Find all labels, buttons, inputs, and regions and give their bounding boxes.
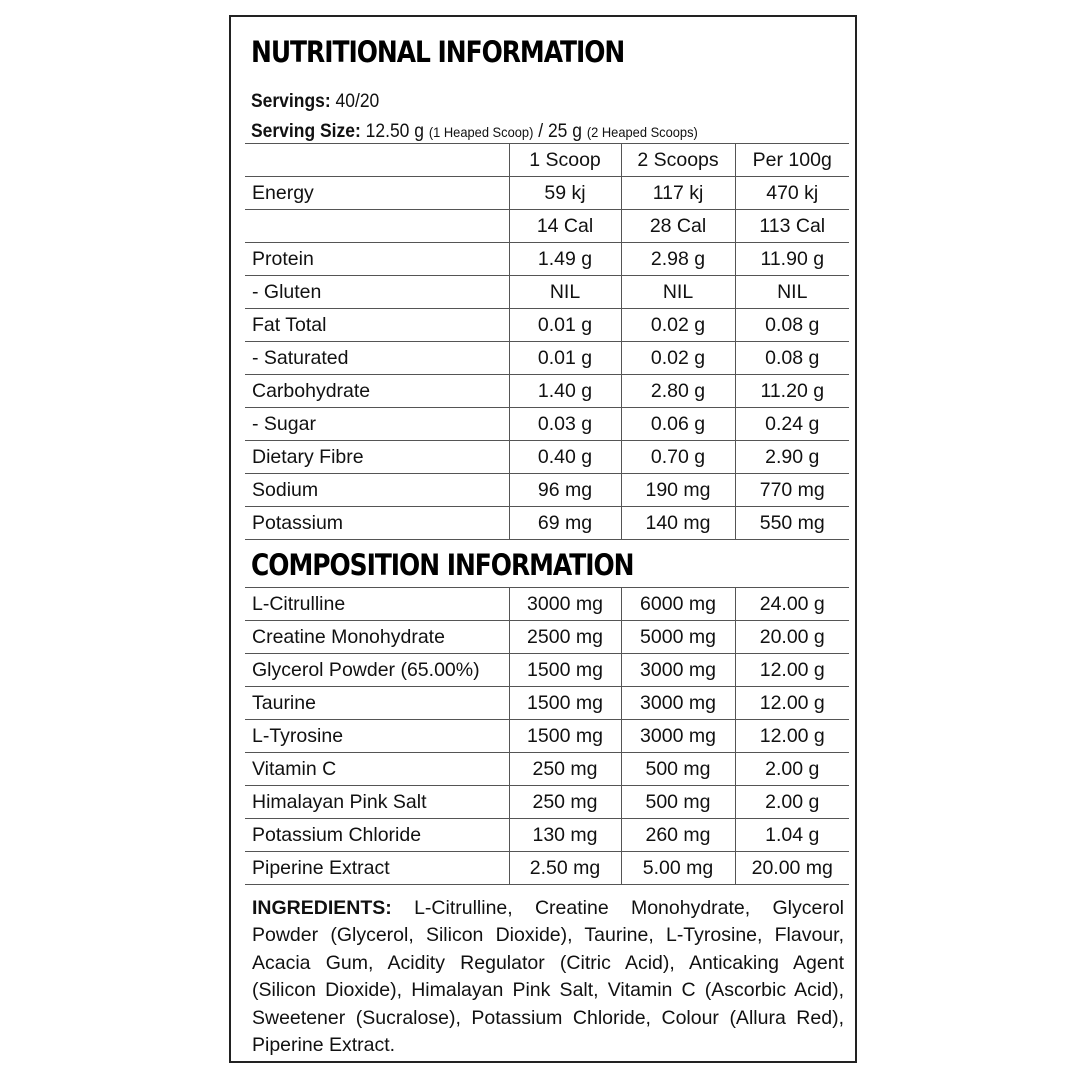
- value-1-scoop: 0.01 g: [509, 309, 621, 342]
- value-2-scoops: 5000 mg: [621, 621, 735, 654]
- ingredient-name: Piperine Extract: [245, 852, 509, 885]
- table-row: [245, 210, 849, 243]
- ingredient-name: Glycerol Powder (65.00%): [245, 654, 509, 687]
- value-2-scoops: 140 mg: [621, 507, 735, 540]
- table-row: [245, 408, 849, 441]
- nutrition-table-header: [245, 144, 849, 177]
- value-per-100g: 24.00 g: [735, 588, 849, 621]
- value-1-scoop: 96 mg: [509, 474, 621, 507]
- value-per-100g: 1.04 g: [735, 819, 849, 852]
- table-row: [245, 507, 849, 540]
- value-2-scoops: 190 mg: [621, 474, 735, 507]
- table-row: [245, 819, 849, 852]
- nutritional-information-title: NUTRITIONAL INFORMATION: [251, 35, 625, 69]
- value-1-scoop: 59 kj: [509, 177, 621, 210]
- serving-size-line: [251, 121, 698, 143]
- serving-size-two: 25 g: [547, 121, 582, 142]
- value-per-100g: 0.24 g: [735, 408, 849, 441]
- nutrient-name: Carbohydrate: [245, 375, 509, 408]
- value-2-scoops: 500 mg: [621, 753, 735, 786]
- value-per-100g: 770 mg: [735, 474, 849, 507]
- value-per-100g: 2.00 g: [735, 753, 849, 786]
- value-1-scoop: 2500 mg: [509, 621, 621, 654]
- nutrient-name: - Saturated: [245, 342, 509, 375]
- ingredient-name: Taurine: [245, 687, 509, 720]
- nutrient-name: - Sugar: [245, 408, 509, 441]
- table-row: [245, 309, 849, 342]
- table-row: [245, 786, 849, 819]
- value-1-scoop: 250 mg: [509, 786, 621, 819]
- serving-size-label: Serving Size:: [251, 121, 361, 142]
- value-1-scoop: 0.03 g: [509, 408, 621, 441]
- column-header-2-scoops: 2 Scoops: [621, 144, 735, 177]
- table-row: [245, 654, 849, 687]
- value-2-scoops: 3000 mg: [621, 720, 735, 753]
- value-2-scoops: 3000 mg: [621, 687, 735, 720]
- composition-table: [245, 587, 849, 885]
- value-1-scoop: 0.01 g: [509, 342, 621, 375]
- nutrition-table: [245, 143, 849, 540]
- value-1-scoop: 1500 mg: [509, 720, 621, 753]
- table-row: [245, 720, 849, 753]
- value-2-scoops: 260 mg: [621, 819, 735, 852]
- value-2-scoops: 6000 mg: [621, 588, 735, 621]
- ingredient-name: Potassium Chloride: [245, 819, 509, 852]
- table-row: [245, 177, 849, 210]
- ingredients-text: L-Citrulline, Creatine Monohydrate, Glycerol Powder (Glycerol, Silicon Dioxide), Taurine, L-Tyrosine, Flavour, Acacia Gum, Acidity Regulator (Citric Acid), Anticaking Agent (Silicon Dioxide), Himalayan Pink Salt, Vitamin C (Ascorbic Acid), Sweetener (Sucralose), Potassium Chloride, Colour (Allura Red), Piperine Extract.: [252, 897, 845, 1057]
- nutrient-name: Energy: [245, 177, 509, 210]
- nutrient-name: Fat Total: [245, 309, 509, 342]
- value-2-scoops: 500 mg: [621, 786, 735, 819]
- column-header-1-scoop: 1 Scoop: [509, 144, 621, 177]
- table-row: [245, 852, 849, 885]
- value-per-100g: 12.00 g: [735, 720, 849, 753]
- serving-size-one-note: (1 Heaped Scoop): [428, 124, 534, 140]
- ingredient-name: Himalayan Pink Salt: [245, 786, 509, 819]
- ingredient-name: Vitamin C: [245, 753, 509, 786]
- value-2-scoops: 5.00 mg: [621, 852, 735, 885]
- value-1-scoop: 69 mg: [509, 507, 621, 540]
- table-row: [245, 243, 849, 276]
- table-row: [245, 474, 849, 507]
- nutrient-name: Sodium: [245, 474, 509, 507]
- table-row: [245, 621, 849, 654]
- value-per-100g: 20.00 mg: [735, 852, 849, 885]
- servings-line: [251, 91, 379, 113]
- value-per-100g: 0.08 g: [735, 342, 849, 375]
- table-row: [245, 276, 849, 309]
- value-per-100g: 12.00 g: [735, 687, 849, 720]
- nutrition-label-panel: [229, 15, 857, 1063]
- table-row: [245, 588, 849, 621]
- value-per-100g: NIL: [735, 276, 849, 309]
- column-header-blank: [245, 144, 509, 177]
- nutrient-name: [245, 210, 509, 243]
- value-2-scoops: 28 Cal: [621, 210, 735, 243]
- servings-label: Servings:: [251, 91, 331, 112]
- value-per-100g: 0.08 g: [735, 309, 849, 342]
- serving-size-separator: /: [538, 121, 544, 142]
- value-2-scoops: NIL: [621, 276, 735, 309]
- value-per-100g: 11.20 g: [735, 375, 849, 408]
- nutrient-name: Dietary Fibre: [245, 441, 509, 474]
- table-row: [245, 753, 849, 786]
- value-per-100g: 11.90 g: [735, 243, 849, 276]
- value-per-100g: 550 mg: [735, 507, 849, 540]
- value-1-scoop: NIL: [509, 276, 621, 309]
- value-1-scoop: 2.50 mg: [509, 852, 621, 885]
- value-1-scoop: 0.40 g: [509, 441, 621, 474]
- value-2-scoops: 2.98 g: [621, 243, 735, 276]
- ingredient-name: Creatine Monohydrate: [245, 621, 509, 654]
- composition-information-title: COMPOSITION INFORMATION: [251, 548, 634, 582]
- serving-size-two-note: (2 Heaped Scoops): [586, 124, 698, 140]
- table-row: [245, 342, 849, 375]
- value-2-scoops: 0.02 g: [621, 342, 735, 375]
- value-per-100g: 12.00 g: [735, 654, 849, 687]
- value-2-scoops: 2.80 g: [621, 375, 735, 408]
- nutrient-name: Protein: [245, 243, 509, 276]
- value-1-scoop: 1500 mg: [509, 687, 621, 720]
- value-1-scoop: 250 mg: [509, 753, 621, 786]
- ingredient-name: L-Tyrosine: [245, 720, 509, 753]
- nutrient-name: Potassium: [245, 507, 509, 540]
- ingredients-statement: [252, 895, 844, 1059]
- value-1-scoop: 14 Cal: [509, 210, 621, 243]
- value-per-100g: 470 kj: [735, 177, 849, 210]
- value-per-100g: 2.90 g: [735, 441, 849, 474]
- value-2-scoops: 0.70 g: [621, 441, 735, 474]
- value-1-scoop: 130 mg: [509, 819, 621, 852]
- value-2-scoops: 117 kj: [621, 177, 735, 210]
- value-per-100g: 20.00 g: [735, 621, 849, 654]
- value-2-scoops: 0.06 g: [621, 408, 735, 441]
- value-2-scoops: 0.02 g: [621, 309, 735, 342]
- value-1-scoop: 3000 mg: [509, 588, 621, 621]
- serving-size-one: 12.50 g: [365, 121, 424, 142]
- value-1-scoop: 1500 mg: [509, 654, 621, 687]
- value-1-scoop: 1.40 g: [509, 375, 621, 408]
- ingredient-name: L-Citrulline: [245, 588, 509, 621]
- nutrient-name: - Gluten: [245, 276, 509, 309]
- value-per-100g: 113 Cal: [735, 210, 849, 243]
- table-row: [245, 441, 849, 474]
- value-1-scoop: 1.49 g: [509, 243, 621, 276]
- value-per-100g: 2.00 g: [735, 786, 849, 819]
- table-row: [245, 687, 849, 720]
- value-2-scoops: 3000 mg: [621, 654, 735, 687]
- ingredients-label: INGREDIENTS:: [252, 897, 392, 919]
- table-row: [245, 375, 849, 408]
- column-header-per-100g: Per 100g: [735, 144, 849, 177]
- servings-value: 40/20: [335, 91, 380, 112]
